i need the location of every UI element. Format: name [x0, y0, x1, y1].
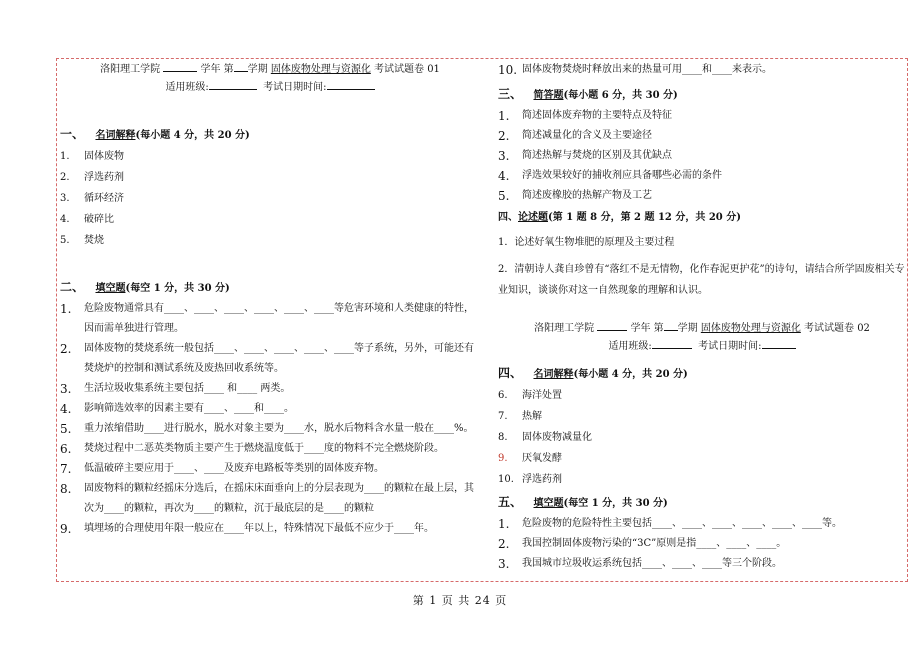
class-label: 适用班级:: [165, 82, 209, 93]
exam-title: 考试试题卷 01: [374, 64, 440, 75]
section-rule: (每小题 4 分，共 20 分): [573, 369, 688, 380]
section-title: 简答题: [533, 90, 564, 101]
list-item: 4. 影响筛选效率的因素主要有____、____和____。: [60, 399, 480, 419]
list-item: 4. 浮选效果较好的捕收剂应具备哪些必需的条件: [498, 166, 906, 186]
school-name: 洛阳理工学院: [534, 323, 595, 334]
list-item: 2. 固体废物的焚烧系统一般包括____、____、____、____、____等子系统，另外，可能还有焚烧炉的控制和测试系统及废热回收系统等。: [60, 339, 480, 379]
section-number: 三、: [498, 87, 523, 101]
section-1-heading: [60, 124, 480, 146]
list-item: 5. 简述废橡胶的热解产物及工艺: [498, 186, 906, 206]
section-rule: (每小题 4 分，共 20 分): [135, 130, 250, 141]
list-item: 3. 循环经济: [60, 188, 480, 209]
item-number: 9.: [498, 453, 508, 464]
list-item: 2. 浮选药剂: [60, 167, 480, 188]
section-title: 填空题: [533, 498, 564, 509]
list-item: 5. 焚烧: [60, 230, 480, 251]
exam02-header: [498, 319, 906, 355]
item-text: 危险废物的危险特性主要包括____、____、____、____、____、____等。: [522, 518, 842, 529]
exam-title: 考试试题卷 02: [804, 323, 870, 334]
section-number: 五、: [498, 495, 523, 509]
year-label: 学年: [200, 64, 221, 75]
item-text: 低温破碎主要应用于____、____及废弃电路板等类别的固体废弃物。: [84, 463, 384, 474]
term-label: 学期: [677, 323, 698, 334]
item-number: 8.: [498, 432, 508, 443]
exam-column-right: [498, 60, 906, 574]
item-text: 海洋处置: [522, 390, 562, 401]
list-item: 4. 破碎比: [60, 209, 480, 230]
page-footer: 第 1 页 共 24 页: [412, 594, 508, 607]
item-text: 简述废橡胶的热解产物及工艺: [522, 190, 652, 201]
item-text: 简述热解与焚烧的区别及其优缺点: [522, 150, 672, 161]
list-item: 1. 简述固体废弃物的主要特点及特征: [498, 106, 906, 126]
list-item: [498, 385, 906, 406]
list-item: 10. 固体废物焚烧时释放出来的热量可用____和____来表示。: [498, 60, 906, 80]
section-number: 一、: [60, 127, 85, 141]
list-item: 8. 固废物料的颗粒经摇床分选后，在摇床床面垂向上的分层表现为____的颗粒在最上层，其次为____的颗粒，再次为____的颗粒，沉于最底层的是____的颗粒: [60, 479, 480, 519]
item-text: 生活垃圾收集系统主要包括____ 和____ 两类。: [84, 383, 291, 394]
item-text: 浮选药剂: [522, 474, 562, 485]
year-label: 学年: [630, 323, 651, 334]
item-number: 7.: [498, 411, 508, 422]
exam01-header: [60, 60, 480, 96]
list-item: [498, 427, 906, 448]
section-title: 论述题: [518, 212, 548, 223]
item-text: 固体废物: [84, 151, 124, 162]
date-label: 考试日期时间:: [698, 341, 762, 352]
school-name: 洛阳理工学院: [100, 64, 161, 75]
item-text: 危险废物通常具有____、____、____、____、____、____等危害环境和人类健康的特性，因而需单独进行管理。: [84, 303, 474, 334]
item-number: 10.: [498, 474, 514, 485]
course-name: 固体废物处理与资源化: [270, 64, 371, 75]
list-item: 3. 我国城市垃圾收运系统包括____、____、____等三个阶段。: [498, 554, 906, 574]
course-name: 固体废物处理与资源化: [700, 323, 801, 334]
section-number: 二、: [60, 280, 85, 294]
item-text: 填埋场的合理使用年限一般应在____年以上，特殊情况下最低不应少于____年。: [84, 523, 434, 534]
list-item: 1. 危险废物的危险特性主要包括____、____、____、____、____、____等。: [498, 514, 906, 534]
item-text: 影响筛选效率的因素主要有____、____和____。: [84, 403, 294, 414]
item-text: 厌氧发酵: [522, 453, 562, 464]
list-item: 2. 我国控制固体废物污染的“3C”原则是指____、____、____。: [498, 534, 906, 554]
list-item: 1. 危险废物通常具有____、____、____、____、____、____等危害环境和人类健康的特性，因而需单独进行管理。: [60, 299, 480, 339]
item-text: 循环经济: [84, 193, 124, 204]
list-item: 6. 焚烧过程中二恶英类物质主要产生于燃烧温度低于____度的物料不完全燃烧阶段。: [60, 439, 480, 459]
item-text: 固体废物的焚烧系统一般包括____、____、____、____、____等子系统，另外，可能还有焚烧炉的控制和测试系统及废热回收系统等。: [84, 343, 474, 374]
list-item: [498, 406, 906, 427]
section-rule: (每小题 6 分，共 30 分): [563, 90, 678, 101]
term-prefix: 第: [653, 323, 664, 334]
date-label: 考试日期时间:: [263, 82, 327, 93]
class-label: 适用班级:: [608, 341, 652, 352]
list-item: 1. 固体废物: [60, 146, 480, 167]
list-item: 2. 简述减量化的含义及主要途径: [498, 126, 906, 146]
item-text: 焚烧过程中二恶英类物质主要产生于燃烧温度低于____度的物料不完全燃烧阶段。: [84, 443, 444, 454]
list-item: 3. 简述热解与焚烧的区别及其优缺点: [498, 146, 906, 166]
section-2-heading: [60, 277, 480, 299]
list-item: 3. 生活垃圾收集系统主要包括____ 和____ 两类。: [60, 379, 480, 399]
item-text: 破碎比: [84, 214, 114, 225]
section-title: 填空题: [95, 283, 126, 294]
item-text: 简述减量化的含义及主要途径: [522, 130, 652, 141]
item-text: 固体废物减量化: [522, 432, 592, 443]
list-item: 9. 填埋场的合理使用年限一般应在____年以上，特殊情况下最低不应少于____年。: [60, 519, 480, 539]
item-text: 固废物料的颗粒经摇床分选后，在摇床床面垂向上的分层表现为____的颗粒在最上层，其次为____的颗粒，再次为____的颗粒，沉于最底层的是____的颗粒: [84, 483, 474, 514]
list-item: [498, 469, 906, 490]
list-item: 5. 重力浓缩借助____进行脱水，脱水对象主要为____水，脱水后物料含水量一般在____%。: [60, 419, 480, 439]
section-rule: (每空 1 分，共 30 分): [563, 498, 668, 509]
term-label: 学期: [247, 64, 268, 75]
item-text: 浮选效果较好的捕收剂应具备哪些必需的条件: [522, 170, 722, 181]
section-number: 四、: [498, 212, 518, 223]
essay-question: 2．清朝诗人龚自珍曾有“落红不是无情物，化作春泥更护花”的诗句，请结合所学固废相关专业知识，谈谈你对这一自然现象的理解和认识。: [498, 264, 905, 296]
section-rule: (第 1 题 8 分，第 2 题 12 分，共 20 分): [548, 212, 741, 223]
item-text: 热解: [522, 411, 542, 422]
item-text: 我国城市垃圾收运系统包括____、____、____等三个阶段。: [522, 558, 782, 569]
section-3-heading: [498, 84, 906, 106]
exam02-section-2-heading: [498, 492, 906, 514]
list-item: 7. 低温破碎主要应用于____、____及废弃电路板等类别的固体废弃物。: [60, 459, 480, 479]
term-prefix: 第: [223, 64, 234, 75]
section-rule: (每空 1 分，共 30 分): [125, 283, 230, 294]
item-text: 浮选药剂: [84, 172, 124, 183]
exam02-section-1-heading: [498, 363, 906, 385]
exam01-column: [60, 60, 480, 539]
item-text: 简述固体废弃物的主要特点及特征: [522, 110, 672, 121]
essay-question: 1．论述好氧生物堆肥的原理及主要过程: [498, 237, 675, 248]
list-item: [498, 448, 906, 469]
item-number: 6.: [498, 390, 508, 401]
item-text: 固体废物焚烧时释放出来的热量可用____和____来表示。: [522, 64, 772, 75]
section-4-heading: [498, 208, 906, 228]
item-text: 焚烧: [84, 235, 104, 246]
section-number: 四、: [498, 366, 523, 380]
section-title: 名词解释: [533, 369, 574, 380]
section-title: 名词解释: [95, 130, 136, 141]
item-text: 重力浓缩借助____进行脱水，脱水对象主要为____水，脱水后物料含水量一般在____%。: [84, 423, 474, 434]
item-text: 我国控制固体废物污染的“3C”原则是指____、____、____。: [522, 538, 787, 549]
